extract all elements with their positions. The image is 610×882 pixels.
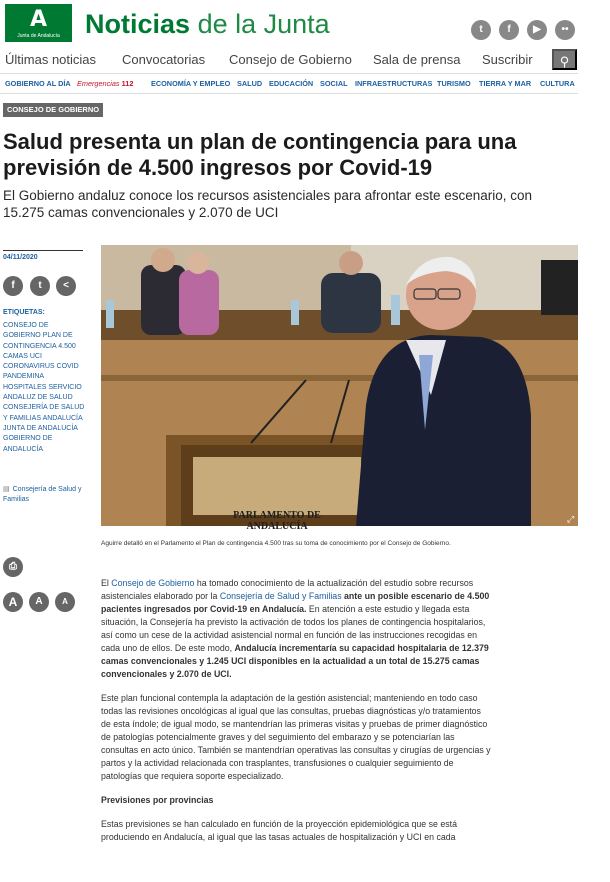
- nav-item-consejo-de-gobierno[interactable]: Consejo de Gobierno: [229, 52, 352, 67]
- podium-sign: PARLAMENTO DE ANDALUCÍA: [233, 510, 321, 532]
- main-nav: [0, 46, 578, 74]
- consejeria-link[interactable]: Consejería de Salud y Familias: [219, 591, 342, 601]
- expand-icon[interactable]: ⤢: [567, 514, 575, 524]
- share-facebook-icon[interactable]: f: [3, 276, 23, 296]
- tag-link[interactable]: GOBIERNO DE ANDALUCÍA: [3, 435, 53, 453]
- building-icon: ▤: [3, 486, 10, 493]
- junta-logo[interactable]: [5, 4, 72, 42]
- tag-link[interactable]: CONSEJO DE GOBIERNO: [3, 322, 49, 340]
- share-icon[interactable]: <: [56, 276, 76, 296]
- nav-item-ultimas-noticias[interactable]: Últimas noticias: [5, 52, 97, 67]
- facebook-icon[interactable]: f: [499, 20, 519, 40]
- section-cultura[interactable]: CULTURA: [540, 79, 575, 88]
- tag-link[interactable]: SERVICIO ANDALUZ DE SALUD: [3, 383, 82, 402]
- photo-caption: Aguirre detalló en el Parlamento el Plan de contingencia 4.500 tras su toma de conocimiento por el Consejo de Gobierno.: [101, 540, 451, 547]
- search-button[interactable]: [552, 49, 577, 70]
- logo-text: Junta de Andalucía: [17, 33, 60, 39]
- tag-link[interactable]: ANDALUCÍA: [42, 414, 83, 422]
- paragraph: [101, 577, 493, 681]
- tag-link[interactable]: PLAN DE CONTINGENCIA: [3, 332, 73, 350]
- nav-item-suscribir[interactable]: Suscribir: [482, 52, 533, 67]
- font-default-icon[interactable]: A: [29, 592, 49, 612]
- tag-link[interactable]: CONSEJERÍA DE SALUD Y FAMILIAS: [3, 404, 85, 422]
- section-salud[interactable]: SALUD: [237, 79, 263, 88]
- section-subheading: Previsiones por provincias: [101, 795, 214, 805]
- nav-item-sala-de-prensa[interactable]: Sala de prensa: [373, 52, 461, 67]
- category-badge[interactable]: CONSEJO DE GOBIERNO: [3, 103, 103, 117]
- section-social[interactable]: SOCIAL: [320, 79, 348, 88]
- tag-link[interactable]: PANDEMINA: [3, 373, 44, 381]
- site-header: [0, 0, 610, 44]
- share-twitter-icon[interactable]: t: [30, 276, 50, 296]
- text-run: En atención a este estudio y llegada esta situación, la Consejería ha previsto la activación de todos los planes de contingencia hospitalarios, así como un cese de la actividad asistencial normal en función de las instrucciones recogidas en cada uno de ellos. De este modo,: [101, 604, 486, 653]
- section-tierra-y-mar[interactable]: TIERRA Y MAR: [479, 79, 532, 88]
- tag-link[interactable]: HOSPITALES: [3, 383, 49, 391]
- article-subtitle: El Gobierno andaluz conoce los recursos asistenciales para afrontar este escenario, con 15.275 camas convencionales y 2.070 de UCI: [3, 188, 533, 220]
- paragraph: [101, 692, 493, 783]
- youtube-icon[interactable]: ▶: [527, 20, 547, 40]
- article-photo[interactable]: [101, 245, 578, 532]
- article-body: [101, 577, 493, 855]
- tag-list: [3, 321, 87, 455]
- font-increase-icon[interactable]: A: [3, 592, 23, 612]
- flickr-icon[interactable]: ••: [555, 20, 575, 40]
- section-turismo[interactable]: TURISMO: [437, 79, 471, 88]
- ministry-link[interactable]: [3, 485, 91, 505]
- section-emergencias-112[interactable]: [77, 79, 133, 88]
- text-run: El: [101, 578, 112, 588]
- tag-link[interactable]: COVID: [56, 363, 79, 371]
- search-icon: ⚲: [559, 54, 570, 69]
- text-run: También se mantendrían operativas las consultas y cirugías de urgencias y partos y la actividad relacionada con trasplantes, transfusiones o cualquier seguimiento de patologías que requiera soporte especializado.: [101, 745, 491, 781]
- print-icon[interactable]: ⎙: [3, 557, 23, 577]
- tag-link[interactable]: 4.500 CAMAS UCI: [3, 342, 76, 360]
- section-infraestructuras[interactable]: INFRAESTRUCTURAS: [355, 79, 433, 88]
- consejo-link[interactable]: Consejo de Gobierno: [111, 578, 195, 588]
- site-title[interactable]: [85, 9, 330, 40]
- font-decrease-icon[interactable]: A: [55, 592, 75, 612]
- nav-item-convocatorias[interactable]: Convocatorias: [122, 52, 206, 67]
- twitter-icon[interactable]: t: [471, 20, 491, 40]
- paragraph: Estas previsiones se han calculado en función de la proyección epidemiológica que se está produciendo en Andalucía, al igual que las tasas actuales de hospitalización y UCI en cada: [101, 819, 458, 842]
- site-title-light: de la Junta: [197, 9, 330, 39]
- text-run: ha tomado conocimiento de la actualización del estudio sobre recursos asistenciales elaborado por la: [101, 578, 474, 601]
- ministry-label: Consejería de Salud y Familias: [3, 486, 82, 503]
- logo-mark: A: [30, 7, 48, 32]
- section-economia-y-empleo[interactable]: ECONOMÍA Y EMPLEO: [151, 79, 231, 88]
- section-nav: [0, 74, 578, 94]
- text-run: Este plan funcional contempla la adaptación de la gestión asistencial; manteniendo en todo caso todas las revisiones oncológicas al igual que las consultas, pruebas diagnósticas y/o tratamientos de esta índole; de igual modo, se mantendrían las primeras visitas y pruebas de primer diagnóstico de patologías potencialmente graves y del seguimiento del embarazo y se potenciarían las consultas en acto único.: [101, 693, 488, 755]
- emergencias-label: Emergencias: [77, 79, 120, 88]
- section-gobierno-al-dia[interactable]: GOBIERNO AL DÍA: [5, 79, 71, 88]
- tag-link[interactable]: CORONAVIRUS: [3, 363, 57, 371]
- emergencias-number: 112: [121, 79, 134, 88]
- publish-date: 04/11/2020: [3, 250, 83, 261]
- tag-link[interactable]: JUNTA DE ANDALUCÍA: [3, 424, 78, 432]
- section-educacion[interactable]: EDUCACIÓN: [269, 79, 314, 88]
- text-run-bold: ante un posible escenario de 4.500 pacientes ingresados por Covid-19 en Andalucía.: [101, 591, 490, 614]
- article-headline: Salud presenta un plan de contingencia para una previsión de 4.500 ingresos por Covid-19: [3, 129, 517, 180]
- text-run-bold: Andalucía incrementaría su capacidad hospitalaria de 12.379 camas convencionales y 1.245 UCI disponibles en la actualidad a un total de 15.275 camas convencionales y 2.070 de UCI.: [101, 643, 489, 679]
- tags-title: ETIQUETAS:: [3, 309, 45, 316]
- site-title-bold: Noticias: [85, 9, 191, 39]
- photo-illustration: [101, 245, 578, 526]
